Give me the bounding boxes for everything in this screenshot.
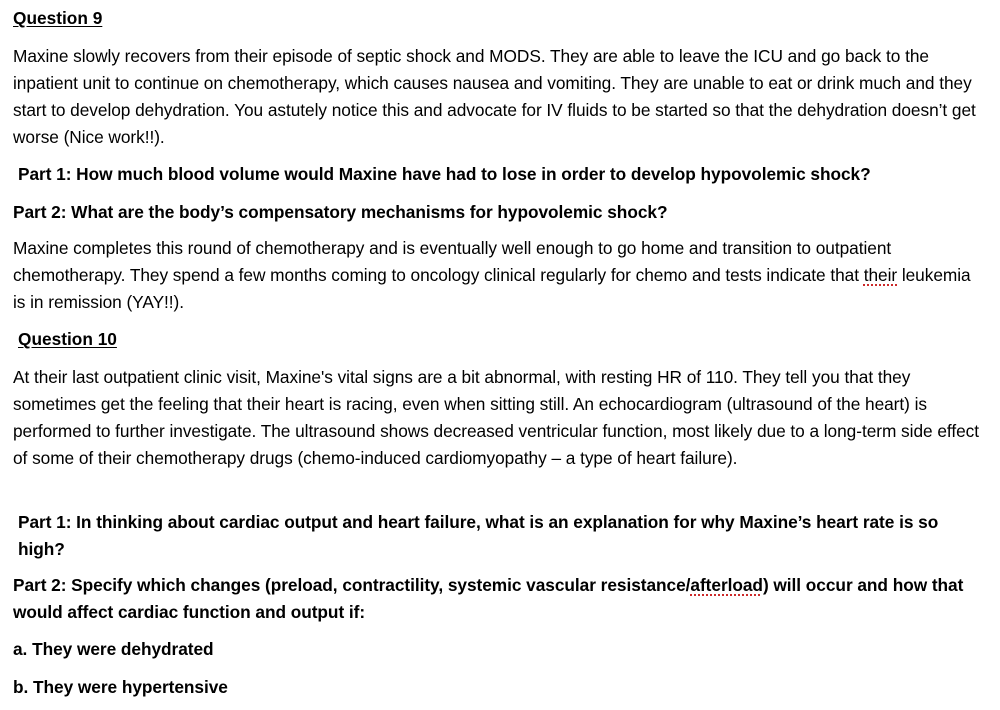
followup-text: Maxine completes this round of chemotherapy and is eventually well enough to go home and transition to outpatient chemotherapy. They spend a few months coming to oncology clinical regularly for chemo and tests indicate that [13,238,892,285]
option-a: a. They were dehydrated [13,639,214,659]
question-9-followup [13,235,973,316]
question-9-part-1: Part 1: How much blood volume would Maxine have had to lose in order to develop hypovolemic shock? [18,164,871,184]
question-9-intro: Maxine slowly recovers from their episode of septic shock and MODS. They are able to leave the ICU and go back to the inpatient unit to continue on chemotherapy, which causes nausea and vomiting. They are unable to eat or drink much and they start to develop dehydration. You astutely notice this and advocate for IV fluids to be started so that the dehydration doesn’t get worse (Nice work!!). [13,46,976,147]
option-b: b. They were hypertensive [13,677,228,697]
question-10-intro: At their last outpatient clinic visit, Maxine's vital signs are a bit abnormal, with resting HR of 110. They tell you that they sometimes get the feeling that their heart is racing, even when sitting still. An echocardiogram (ultrasound of the heart) is performed to further investigate. The ultrasound shows decreased ventricular function, most likely due to a long-term side effect of some of their chemotherapy drugs (chemo-induced cardiomyopathy – a type of heart failure). [13,367,979,468]
question-10-part-1: Part 1: In thinking about cardiac output and heart failure, what is an explanation for why Maxine’s heart rate is so high? [18,512,939,559]
spelling-flagged-word: afterload [690,575,763,595]
grammar-flagged-word: their [863,265,898,285]
question-10-part-2 [13,572,988,626]
question-10-heading: Question 10 [18,329,117,349]
part-2-text: Part 2: Specify which changes (preload, contractility, systemic vascular resistance/ [13,575,691,595]
question-9-part-2: Part 2: What are the body’s compensatory mechanisms for hypovolemic shock? [13,202,668,222]
question-9-heading: Question 9 [13,8,103,28]
part-2-text-end: ) will occur and how that would affect cardiac function and output if: [13,575,964,622]
followup-text-end: leukemia is in remission (YAY!!). [13,265,971,312]
